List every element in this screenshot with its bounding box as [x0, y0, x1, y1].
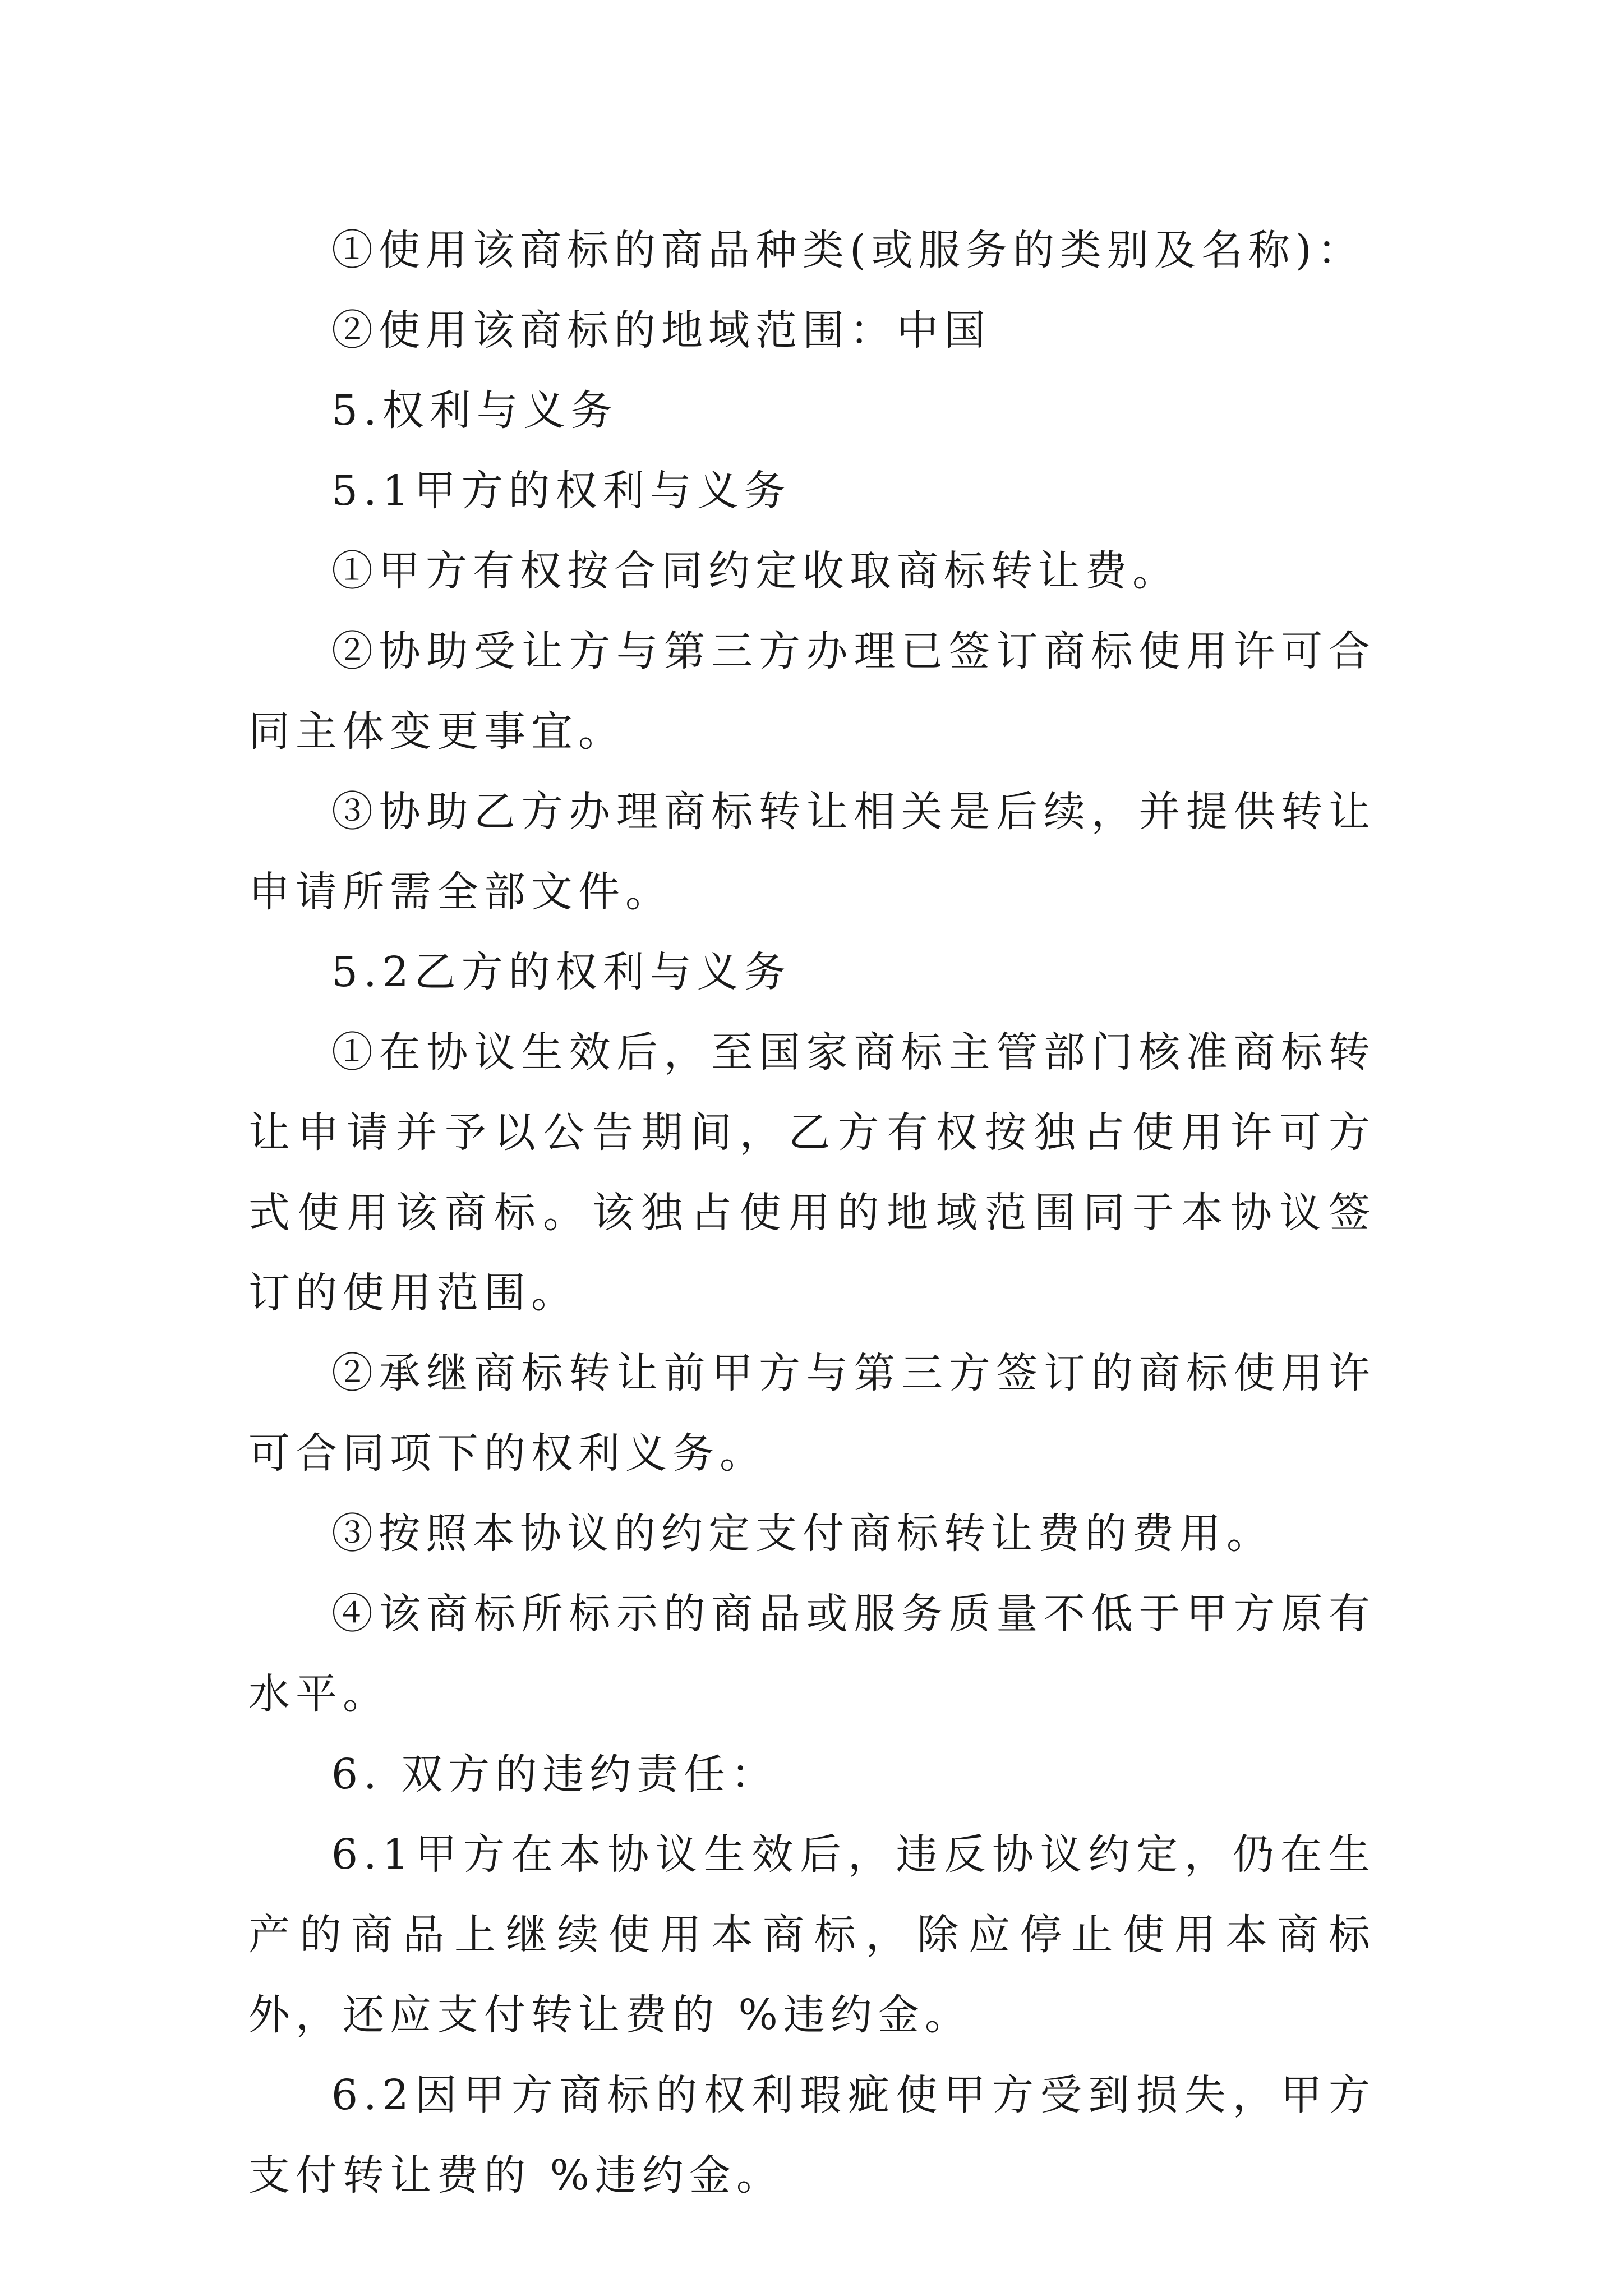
subsection-heading-party-a: 5.1甲方的权利与义务 [331, 467, 791, 515]
paragraph-party-b-item-2: ②承继商标转让前甲方与第三方签订的商标使用许可合同项下的权利义务。 [248, 1349, 1376, 1478]
paragraph-party-a-item-1: ①甲方有权按合同约定收取商标转让费。 [331, 547, 1179, 595]
section-heading-liability: 6. 双方的违约责任： [331, 1750, 778, 1798]
paragraph-liability-6-2: 6.2因甲方商标的权利瑕疵使甲方受到损失，甲方支付转让费的 %违约金。 [248, 2071, 1376, 2200]
paragraph-usage-region: ②使用该商标的地域范围：中国 [331, 306, 991, 355]
paragraph-party-b-item-1: ①在协议生效后，至国家商标主管部门核准商标转让申请并予以公告期间，乙方有权按独占使用许可方式使用该商标。该独占使用的地域范围同于本协议签订的使用范围。 [248, 1028, 1376, 1317]
document-body [248, 210, 1376, 2216]
paragraph-liability-6-1: 6.1甲方在本协议生效后，违反协议约定，仍在生产的商品上继续使用本商标，除应停止使用本商标外，还应支付转让费的 %违约金。 [248, 1830, 1376, 2039]
paragraph-party-a-item-3: ③协助乙方办理商标转让相关是后续，并提供转让申请所需全部文件。 [248, 788, 1376, 916]
paragraph-party-b-item-4: ④该商标所标示的商品或服务质量不低于甲方原有水平。 [248, 1590, 1376, 1718]
paragraph-party-b-item-3: ③按照本协议的约定支付商标转让费的费用。 [331, 1510, 1274, 1558]
section-heading-rights: 5.权利与义务 [331, 386, 618, 435]
paragraph-usage-goods: ①使用该商标的商品种类(或服务的类别及名称)： [331, 226, 1364, 274]
paragraph-party-a-item-2: ②协助受让方与第三方办理已签订商标使用许可合同主体变更事宜。 [248, 627, 1376, 756]
subsection-heading-party-b: 5.2乙方的权利与义务 [331, 948, 791, 996]
